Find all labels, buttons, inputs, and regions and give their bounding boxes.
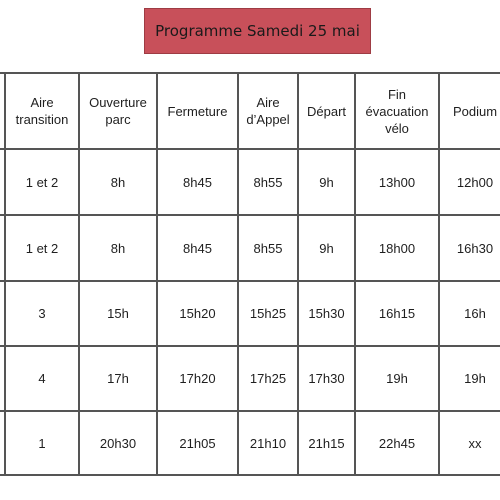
column-header-podium: Podium — [439, 73, 500, 149]
table-row — [0, 281, 500, 346]
table-cell: 17h30 — [298, 346, 355, 411]
table-header-row — [0, 73, 500, 149]
table-cell: 21h05 — [157, 411, 238, 475]
table-cell: 18h00 — [355, 215, 439, 281]
table-row — [0, 149, 500, 215]
page-title: Programme Samedi 25 mai — [155, 22, 360, 40]
page-title-box — [144, 8, 371, 54]
table-cell: 8h55 — [238, 215, 298, 281]
column-header-aire-transition: Aire transition — [5, 73, 79, 149]
table-cell: 19h — [355, 346, 439, 411]
table-cell: 1 et 2 — [5, 215, 79, 281]
table-cell: 15h20 — [157, 281, 238, 346]
table-cell: 17h20 — [157, 346, 238, 411]
table-cell: 8h45 — [157, 215, 238, 281]
table-cell: 3 — [5, 281, 79, 346]
table-cell: 17h — [79, 346, 157, 411]
column-header-ouverture-parc: Ouverture parc — [79, 73, 157, 149]
table-cell: 15h25 — [238, 281, 298, 346]
table-cell: 19h — [439, 346, 500, 411]
table-cell: 15h — [79, 281, 157, 346]
column-header-depart: Départ — [298, 73, 355, 149]
table-cell: 21h10 — [238, 411, 298, 475]
table-cell: 16h — [439, 281, 500, 346]
table-cell: 21h15 — [298, 411, 355, 475]
table-cell: 12h00 — [439, 149, 500, 215]
table-cell: 8h45 — [157, 149, 238, 215]
table-cell: 16h30 — [439, 215, 500, 281]
table-cell: 1 — [5, 411, 79, 475]
table-cell: 9h — [298, 149, 355, 215]
table-row — [0, 215, 500, 281]
table-row — [0, 346, 500, 411]
table-cell: 22h45 — [355, 411, 439, 475]
table-cell: 8h — [79, 149, 157, 215]
table-cell: xx — [439, 411, 500, 475]
table-cell: 1 et 2 — [5, 149, 79, 215]
table-cell: 13h00 — [355, 149, 439, 215]
table-cell: 4 — [5, 346, 79, 411]
table-cell: 20h30 — [79, 411, 157, 475]
table-row — [0, 411, 500, 475]
column-header-fermeture: Fermeture — [157, 73, 238, 149]
schedule-table — [0, 72, 500, 476]
table-cell: 16h15 — [355, 281, 439, 346]
table-cell: 9h — [298, 215, 355, 281]
table-cell: 17h25 — [238, 346, 298, 411]
column-header-aire-appel: Aire d’Appel — [238, 73, 298, 149]
table-cell: 8h55 — [238, 149, 298, 215]
column-header-fin-evacuation-velo: Fin évacuation vélo — [355, 73, 439, 149]
table-cell: 15h30 — [298, 281, 355, 346]
table-cell: 8h — [79, 215, 157, 281]
